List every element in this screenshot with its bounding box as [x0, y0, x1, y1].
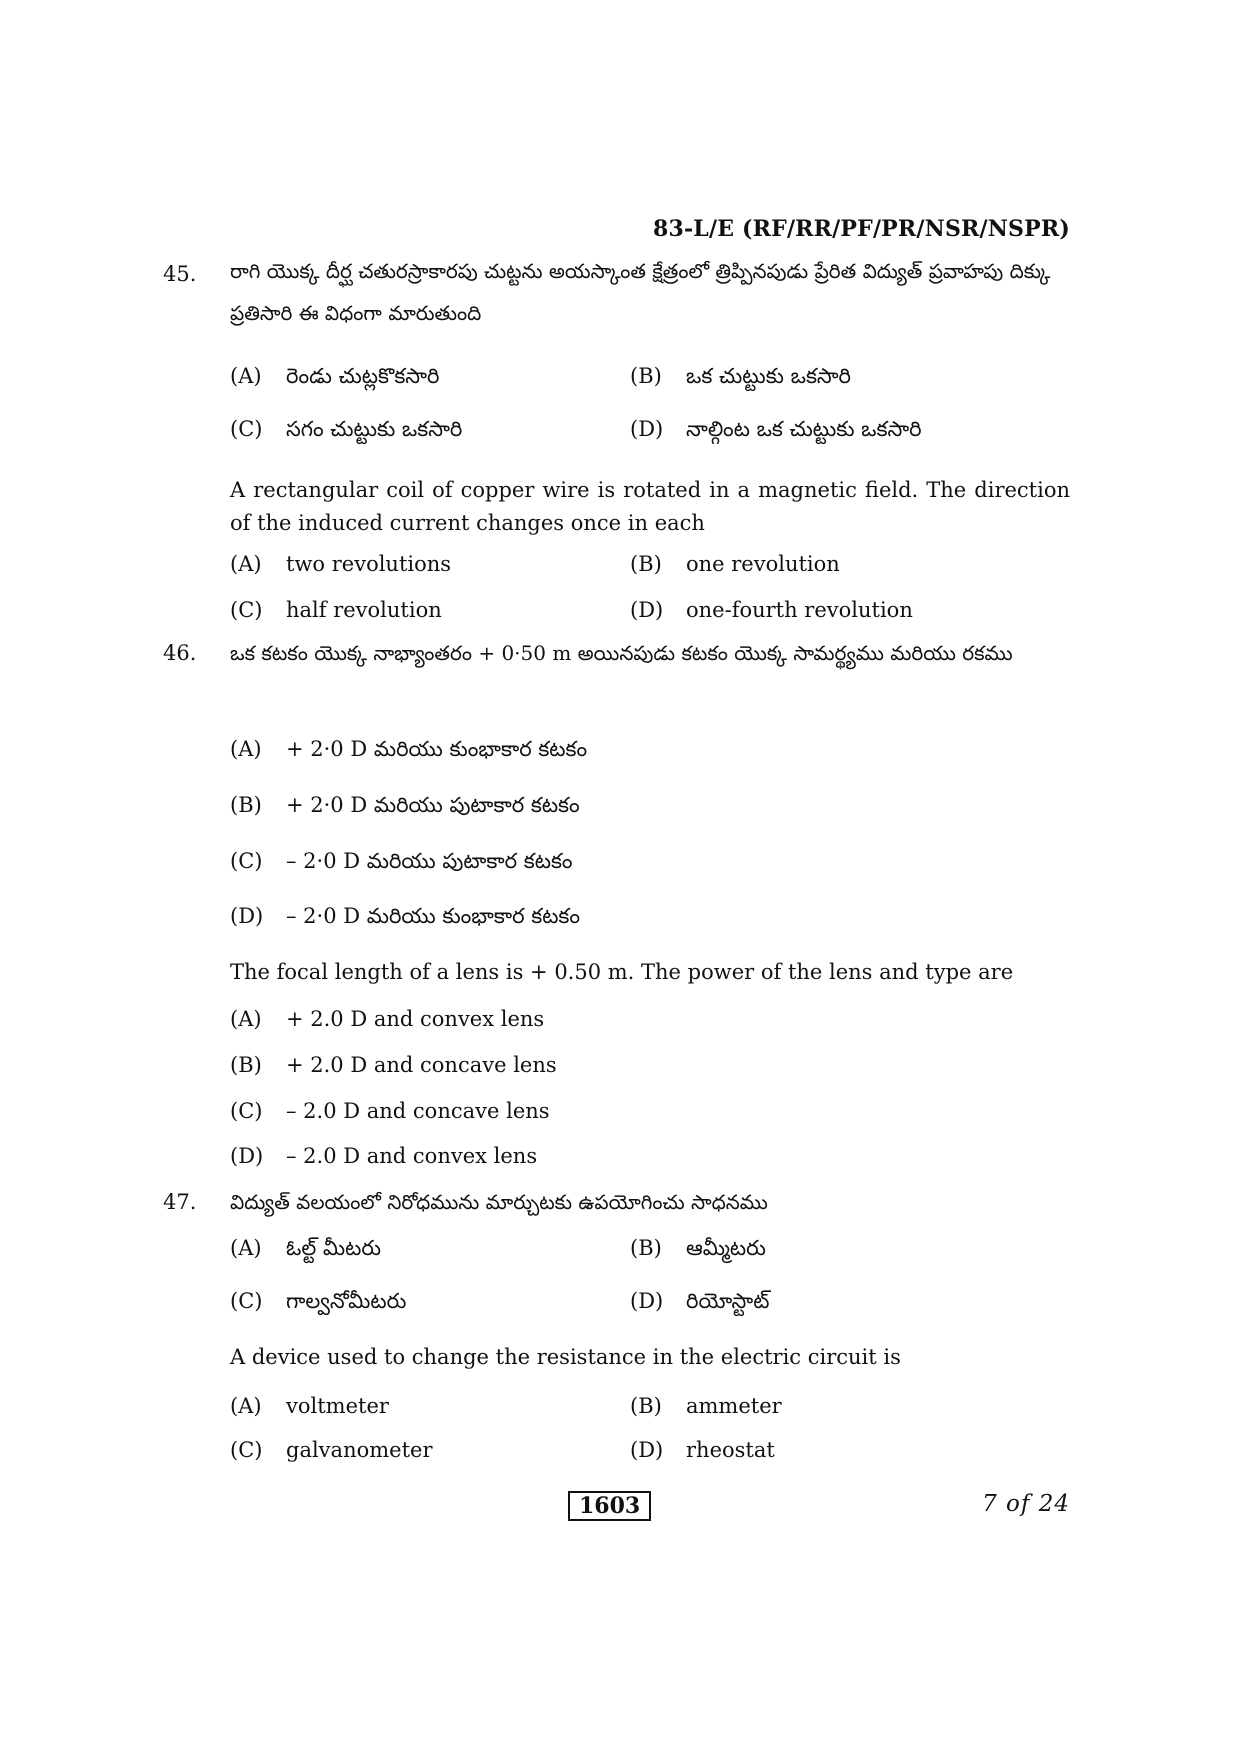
- option-letter: (C): [230, 1438, 263, 1462]
- option-c-english: [230, 1438, 432, 1462]
- option-b-english: [630, 552, 840, 576]
- option-letter: (B): [630, 552, 662, 576]
- paper-code: 83-L/E (RF/RR/PF/PR/NSR/NSPR): [652, 216, 1070, 242]
- option-text: – 2·0 D మరియు కుంభాకార కటకం: [286, 904, 581, 928]
- option-letter: (B): [630, 1394, 662, 1418]
- option-text: voltmeter: [286, 1394, 389, 1418]
- option-text: + 2·0 D మరియు కుంభాకార కటకం: [286, 737, 588, 761]
- option-text: galvanometer: [286, 1438, 433, 1462]
- option-b-telugu: [230, 793, 580, 823]
- option-a-telugu: [230, 364, 439, 394]
- option-text: + 2.0 D and concave lens: [286, 1053, 557, 1077]
- option-text: – 2.0 D and convex lens: [286, 1144, 538, 1168]
- option-text: రియోస్టాట్: [686, 1289, 770, 1313]
- option-text: two revolutions: [286, 552, 452, 576]
- option-letter: (C): [230, 1289, 263, 1313]
- option-letter: (C): [230, 849, 263, 873]
- option-text: ఒక చుట్టుకు ఒకసారి: [686, 364, 852, 388]
- option-letter: (C): [230, 598, 263, 622]
- option-letter: (D): [230, 904, 264, 928]
- option-letter: (A): [230, 737, 262, 761]
- page-number: 7 of 24: [982, 1491, 1070, 1517]
- option-text: సగం చుట్టుకు ఒకసారి: [286, 417, 463, 441]
- question-47: [163, 1190, 1070, 1480]
- option-b-telugu: [630, 364, 851, 394]
- option-letter: (D): [630, 598, 664, 622]
- option-d-telugu: [630, 1289, 769, 1319]
- option-a-english: [230, 552, 451, 576]
- option-text: నాల్గింట ఒక చుట్టుకు ఒకసారి: [686, 417, 922, 441]
- question-stem-telugu: రాగి యొక్క దీర్ఘ చతురస్రాకారపు చుట్టను అయస్కాంత క్షేత్రంలో త్రిప్పినపుడు ప్రేరిత విద్యుత్ ప్రవాహపు దిక్కు ప్రతిసారి ఈ విధంగా మారుతుంది: [230, 259, 1051, 325]
- question-stem-english: A device used to change the resistance in the electric circuit is: [230, 1345, 901, 1369]
- question-number: 45.: [163, 262, 197, 286]
- option-text: ammeter: [686, 1394, 782, 1418]
- option-text: గాల్వనోమీటరు: [286, 1289, 407, 1313]
- option-c-telugu: [230, 1289, 406, 1319]
- question-number: 46.: [163, 641, 197, 665]
- question-45: [163, 259, 1070, 622]
- option-text: రెండు చుట్లకొకసారి: [286, 364, 440, 388]
- question-stem-english: A rectangular coil of copper wire is rotated in a magnetic field. The direction of the induced current changes once in each: [230, 478, 1070, 535]
- option-a-telugu: [230, 1236, 381, 1266]
- option-a-english: [230, 1394, 389, 1418]
- option-text: + 2.0 D and convex lens: [286, 1007, 545, 1031]
- option-a-telugu: [230, 737, 587, 767]
- option-d-english: [630, 598, 913, 622]
- option-text: one revolution: [686, 552, 840, 576]
- option-letter: (B): [230, 793, 262, 817]
- option-d-english: [230, 1144, 537, 1168]
- option-letter: (A): [230, 1394, 262, 1418]
- option-b-english: [230, 1053, 557, 1077]
- option-c-english: [230, 1099, 550, 1123]
- option-d-telugu: [230, 904, 580, 934]
- question-stem-english: The focal length of a lens is + 0.50 m. The power of the lens and type are: [230, 960, 1014, 984]
- option-letter: (A): [230, 1236, 262, 1260]
- option-c-telugu: [230, 417, 462, 447]
- option-letter: (B): [630, 1236, 662, 1260]
- option-c-english: [230, 598, 442, 622]
- option-text: half revolution: [286, 598, 442, 622]
- option-letter: (D): [630, 417, 664, 441]
- option-text: ఆమ్మీటరు: [686, 1236, 766, 1260]
- question-46: [163, 641, 1070, 1171]
- option-d-english: [630, 1438, 775, 1462]
- option-letter: (A): [230, 1007, 262, 1031]
- option-letter: (D): [630, 1289, 664, 1313]
- option-text: – 2.0 D and concave lens: [286, 1099, 550, 1123]
- option-text: one-fourth revolution: [686, 598, 913, 622]
- question-stem-telugu: ఒక కటకం యొక్క నాభ్యాంతరం + 0·50 m అయినపుడు కటకం యొక్క సామర్థ్యము మరియు రకము: [230, 641, 1013, 665]
- option-c-telugu: [230, 849, 573, 879]
- option-text: rheostat: [686, 1438, 775, 1462]
- option-b-english: [630, 1394, 782, 1418]
- option-letter: (B): [630, 364, 662, 388]
- option-b-telugu: [630, 1236, 766, 1266]
- option-letter: (C): [230, 1099, 263, 1123]
- option-letter: (A): [230, 552, 262, 576]
- option-letter: (A): [230, 364, 262, 388]
- option-a-english: [230, 1007, 544, 1031]
- option-text: + 2·0 D మరియు పుటాకార కటకం: [286, 793, 580, 817]
- option-letter: (D): [230, 1144, 264, 1168]
- option-letter: (C): [230, 417, 263, 441]
- question-number: 47.: [163, 1190, 197, 1214]
- question-stem-telugu: విద్యుత్ వలయంలో నిరోధమును మార్చుటకు ఉపయోగించు సాధనము: [230, 1190, 768, 1214]
- booklet-code: 1603: [568, 1491, 651, 1521]
- option-letter: (D): [630, 1438, 664, 1462]
- option-text: ఓల్ట్ మీటరు: [286, 1236, 382, 1260]
- option-letter: (B): [230, 1053, 262, 1077]
- option-d-telugu: [630, 417, 922, 447]
- option-text: – 2·0 D మరియు పుటాకార కటకం: [286, 849, 573, 873]
